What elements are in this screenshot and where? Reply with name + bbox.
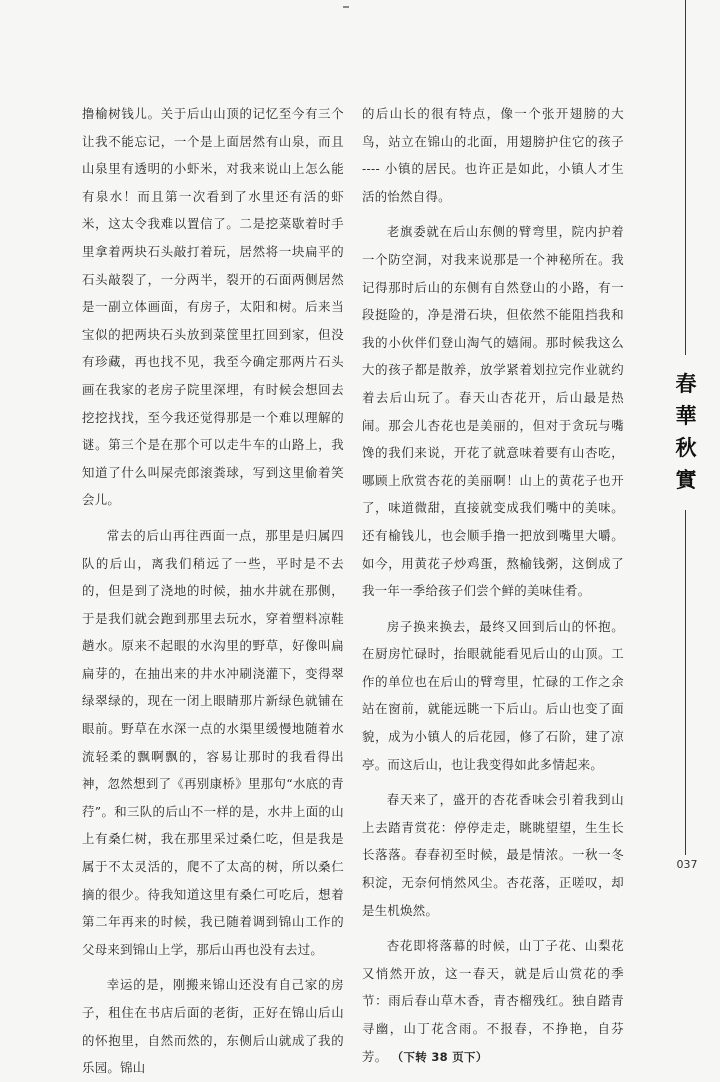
paragraph: 常去的后山再往西面一点，那里是归属四队的后山，离我们稍远了一些，平时是不去的，但是到了浇地的时候，抽水井就在那侧，于是我们就会跑到那里去玩水，穿着塑料凉鞋趟水。原来不起眼的水沟里的野草，好像叫扁扁芽的，在抽出来的井水冲刷浇灌下，变得翠绿翠绿的，现在一闭上眼睛那片新绿色就铺在眼前。野草在水深一点的水渠里缓慢地随着水流轻柔的飘啊飘的，容易让那时的我看得出神，忽然想到了《再别康桥》里那句“水底的青荇”。和三队的后山不一样的是，水井上面的山上有桑仁树，我在那里采过桑仁吃，但是我是属于不太灵活的，爬不了太高的树，所以桑仁摘的很少。待我知道这里有桑仁可吃后，想着第二年再来的时候，我已随着调到锦山工作的父母来到锦山上学，那后山再也没有去过。: [82, 527, 344, 957]
continued-note: （下转 38 页下）: [391, 1049, 488, 1064]
scan-mark: [343, 6, 349, 8]
paragraph: 撸榆树钱儿。关于后山山顶的记忆至今有三个让我不能忘记，一个是上面居然有山泉，而且山泉里有透明的小虾米，对我来说山上怎么能有泉水！而且第一次看到了水里还有活的虾米，这太令我难以置信了。二是挖菜歇着时手里拿着两块石头敲打着玩，居然将一块扁平的石头敲裂了，一分两半，裂开的石面两侧居然是一副立体画面，有房子，太阳和树。后来当宝似的把两块石头放到菜筐里扛回到家，但没有珍藏，再也找不见，我至今确定那两片石头画在我家的老房子院里深埋，有时候会想回去挖挖找找，至今我还觉得那是一个难以理解的谜。第三个是在那个可以走牛车的山路上，我知道了什么叫屎壳郎滚粪球，写到这里偷着笑会儿。: [82, 106, 344, 508]
right-column: [362, 100, 624, 1071]
paragraph-text: 杏花即将落幕的时候，山丁子花、山梨花又悄然开放，这一春天，就是后山赏花的季节：雨后春山草木香，青杏榴残红。独自踏青寻幽，山丁花含雨。不报春，不挣艳，自芬芳。: [362, 938, 624, 1064]
page-number: 037: [676, 858, 698, 871]
paragraph: 春天来了，盛开的杏花香味会引着我到山上去踏青赏花：停停走走，眺眺望望，生生长长落落。春春初至时候，最是情浓。一秋一冬积淀，无奈何悄然风尘。杏花落，正嗟叹，却是生机焕然。: [362, 792, 624, 918]
section-title: 春華秋實: [675, 371, 697, 492]
paragraph: 的后山长的很有特点，像一个张开翅膀的大鸟，站立在锦山的北面，用翅膀护住它的孩子 ---- 小镇的居民。也许正是如此，小镇人才生活的怡然自得。: [362, 106, 624, 204]
paragraph: 老旗委就在后山东侧的臂弯里，院内护着一个防空洞，对我来说那是一个神秘所在。我记得那时后山的东侧有自然登山的小路，有一段挺险的，净是滑石块，但依然不能阻挡我和我的小伙伴们登山淘气的嬉闹。那时候我这么大的孩子都是散养，放学紧着划拉完作业就约着去后山玩了。春天山杏花开，后山最是热闹。那会儿杏花也是美丽的，但对于贪玩与嘴馋的我们来说，开花了就意味着要有山杏吃，哪顾上欣赏杏花的美丽啊！山上的黄花子也开了，味道微甜，直接就变成我们嘴中的美味。还有榆钱儿，也会顺手撸一把放到嘴里大嚼。如今，用黄花子炒鸡蛋，熬榆钱粥，这倒成了我一年一季给孩子们尝个鲜的美味佳肴。: [362, 224, 624, 599]
paragraph: 房子换来换去，最终又回到后山的怀抱。在厨房忙碌时，抬眼就能看见后山的山顶。工作的单位也在后山的臂弯里，忙碌的工作之余站在窗前，就能远眺一下后山。后山也变了面貌，成为小镇人的后花园，修了石阶，建了凉亭。而这后山，也让我变得如此多情起来。: [362, 618, 624, 772]
left-column: [82, 100, 344, 1082]
paragraph-last: [362, 932, 624, 1071]
paragraph: 幸运的是，刚搬来锦山还没有自己家的房子，租住在书店后面的老街，正好在锦山后山的怀抱里，自然而然的，东侧后山就成了我的乐园。锦山: [82, 977, 344, 1076]
side-rule-bottom: [685, 510, 686, 855]
side-rule-top: [685, 0, 686, 355]
